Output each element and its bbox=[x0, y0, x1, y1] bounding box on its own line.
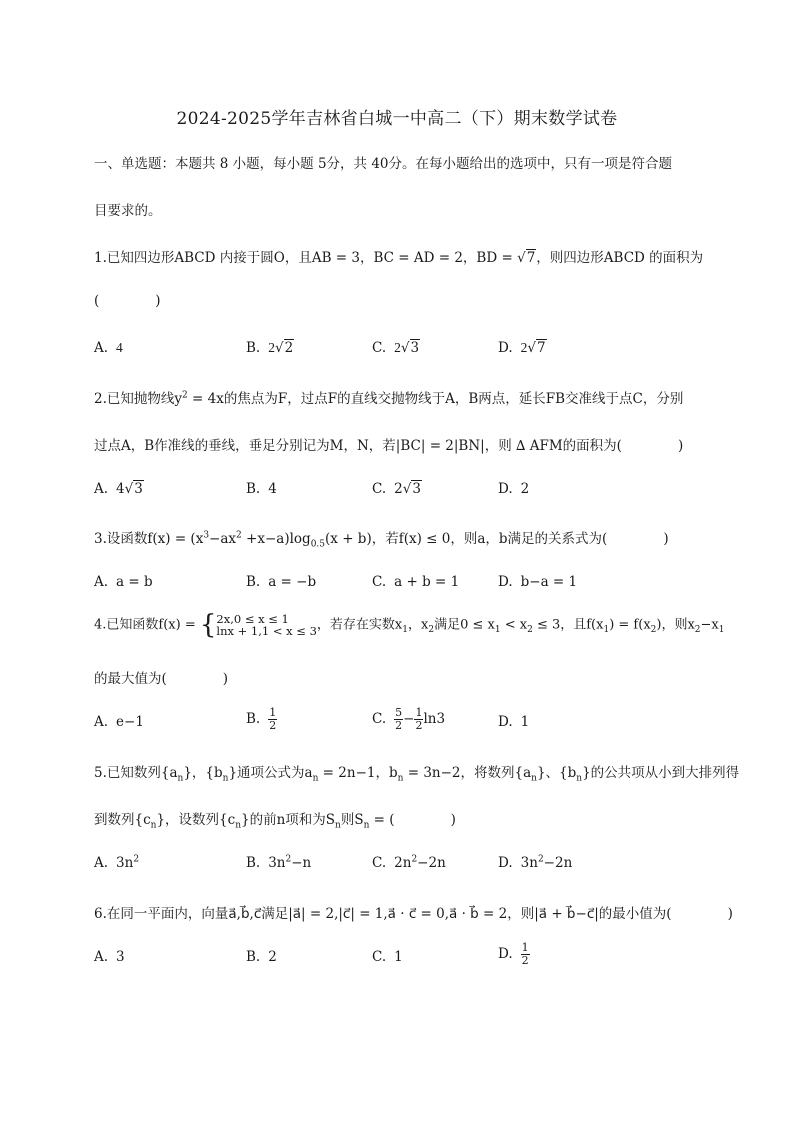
option-c: C. 2√3 bbox=[372, 340, 420, 356]
exam-title: 2024-2025学年吉林省白城一中高二（下）期末数学试卷 bbox=[176, 109, 618, 129]
option-d: D. 2√7 bbox=[498, 340, 546, 356]
option-a: A. 3 bbox=[94, 949, 125, 965]
question-1-stem bbox=[94, 246, 704, 266]
question-5-stem: 5.已知数列$\{a_n\}$，$\{b_n\}$通项公式为$a_n = 2n-1$，$b_n = 3n-2$，将数列$\{a_n\}$、$\{b_n\}$的公共项从小到大排列得 bbox=[94, 765, 740, 784]
section-heading: 一、单选题：本题共 8 小题，每小题 5分，共 40分。在每小题给出的选项中，只有一项是符合题 bbox=[94, 156, 673, 172]
option-b: B. $3n^2-n$ bbox=[246, 854, 312, 871]
option-d: D. $3n^2-2n$ bbox=[498, 854, 573, 871]
question-5-stem-cont: 到数列$\{c_n\}$，设数列$\{c_n\}$的前n项和为$S_n$则$S_n$ = ( ) bbox=[94, 812, 456, 831]
section-heading-cont: 目要求的。 bbox=[94, 203, 162, 219]
question-4-stem-cont: 的最大值为( ) bbox=[94, 671, 229, 687]
option-c: C. a + b = 1 bbox=[372, 574, 460, 590]
option-a: A. e−1 bbox=[94, 714, 144, 730]
sqrt-symbol: √7 bbox=[517, 250, 536, 266]
option-d: D. $\frac{1}{2}$ bbox=[498, 941, 529, 967]
option-d: D. b−a = 1 bbox=[498, 574, 578, 590]
piecewise-function: 2x,0 ≤ x ≤ 1 lnx + 1,1 < x ≤ 3 bbox=[216, 612, 317, 638]
question-3-stem: 3.设函数$f(x) = (x^3-ax^2 +x-a)\log_{0.5}(x + b)$，若f(x) ≤ 0，则a，b满足的关系式为( ) bbox=[94, 530, 669, 550]
question-text: ，则四边形ABCD 的面积为 bbox=[536, 250, 704, 266]
option-b: B. 4 bbox=[246, 481, 277, 497]
question-2-stem-cont: 过点A，B作准线的垂线，垂足分别记为M，N，若|BC| = 2|BN|，则 ∆ AFM的面积为( ) bbox=[94, 438, 684, 454]
option-b: B. 2 bbox=[246, 949, 277, 965]
option-c: C. $2n^2-2n$ bbox=[372, 854, 446, 871]
question-6-stem: 6.在同一平面内，向量a⃗,b⃗,c⃗满足|a⃗| = 2,|c⃗| = 1,a⃗ · c⃗ = 0,a⃗ · b⃗ = 2，则|a⃗ + b⃗−c⃗|的最小值为( ) bbox=[94, 906, 733, 922]
question-number: 1. bbox=[94, 250, 107, 266]
option-a: A. 4 bbox=[94, 340, 123, 356]
option-d: D. 2 bbox=[498, 481, 530, 497]
option-a: A. $3n^2$ bbox=[94, 854, 140, 871]
question-1-answer-blank: ( ) bbox=[94, 293, 161, 309]
piecewise-brace: { bbox=[199, 610, 217, 640]
option-d: D. 1 bbox=[498, 714, 530, 730]
question-2-stem: 2.已知抛物线$y^2 = 4x$的焦点为F，过点F的直线交抛物线于A，B两点，延长FB交准线于点C，分别 bbox=[94, 390, 684, 407]
option-b: B. a = −b bbox=[246, 574, 317, 590]
question-text: 已知四边形ABCD 内接于圆O，且AB = 3，BC = AD = 2，BD = bbox=[106, 250, 518, 266]
option-a: A. a = b bbox=[94, 574, 153, 590]
option-c: C. 2√3 bbox=[372, 481, 421, 497]
option-c: C. $\frac{5}{2}$ − $\frac{1}{2}$ ln3 bbox=[372, 706, 446, 732]
option-a: A. 4√3 bbox=[94, 481, 143, 497]
option-b: B. $\frac{1}{2}$ bbox=[246, 706, 277, 732]
question-4-stem: 4.已知函数f(x) = { 2x,0 ≤ x ≤ 1 lnx + 1,1 < x ≤ 3 ，若存在实数$x_1$，$x_2$满足$0 \le x_1 < x_2 \le 3$，且$f(x_1) = f(x_2)$，则$x_2-x_1$ bbox=[94, 610, 725, 640]
option-c: C. 1 bbox=[372, 949, 403, 965]
option-b: B. 2√2 bbox=[246, 340, 294, 356]
